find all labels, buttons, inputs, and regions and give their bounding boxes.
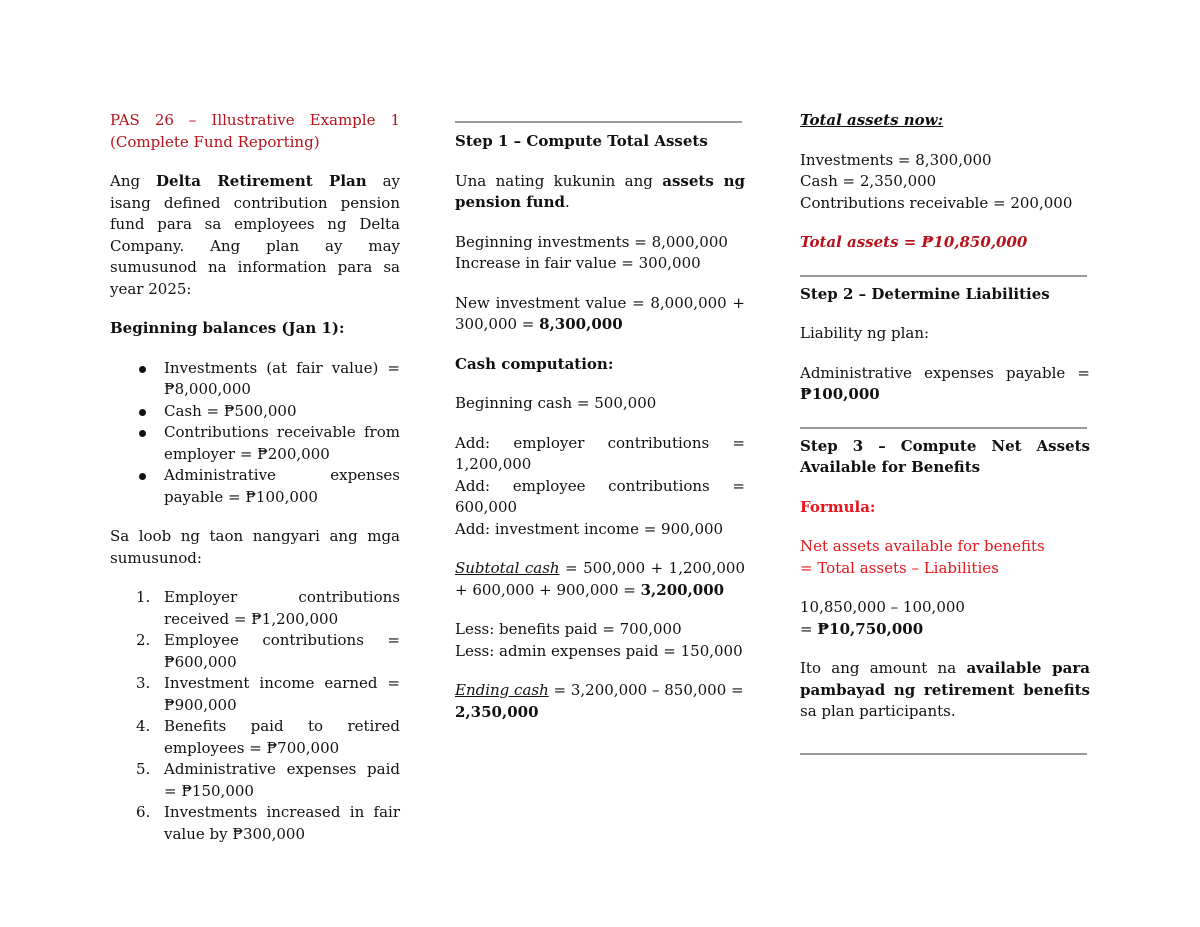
beginning-balances-heading: Beginning balances (Jan 1):	[110, 319, 345, 337]
admin-expenses-payable: Administrative expenses payable = ₱100,000	[800, 363, 1090, 403]
closing-paragraph: Ito ang amount na available para pambayad ng retirement benefits sa plan participants.	[800, 659, 1090, 720]
cash-line: Cash = 2,350,000	[800, 172, 937, 190]
divider	[800, 753, 1087, 755]
list-item: 2. Employee contributions = ₱600,000	[136, 631, 400, 671]
subtotal-cash: Subtotal cash = 500,000 + 1,200,000 + 600,000 + 900,000 = 3,200,000	[455, 559, 746, 599]
list-item: Contributions receivable from employer = ₱200,000	[110, 422, 400, 465]
calc-line2: = ₱10,750,000	[800, 619, 924, 638]
example-title-line2: (Complete Fund Reporting)	[110, 132, 320, 151]
bullet-icon	[139, 366, 146, 373]
bullet-icon	[139, 430, 146, 437]
list-item: Administrative expenses payable = ₱100,000	[110, 465, 400, 508]
investments-line: Investments = 8,300,000	[800, 150, 992, 169]
formula-label: Formula:	[800, 497, 876, 516]
example-title-line1: PAS 26 – Illustrative Example 1	[110, 111, 400, 129]
list-item: 1. Employer contributions received = ₱1,200,000	[136, 588, 400, 628]
ending-cash: Ending cash = 3,200,000 – 850,000 = 2,350,000	[455, 681, 744, 721]
intro-paragraph: Ang Delta Retirement Plan ay isang defined contribution pension fund para sa employees ng Delta Company. Ang plan ay may sumusunod na information para sa year 2025:	[110, 172, 400, 298]
beginning-investments: Beginning investments = 8,000,000	[455, 232, 728, 251]
new-investment-value: New investment value = 8,000,000 + 300,000 = 8,300,000	[455, 293, 745, 333]
bullet-icon	[139, 409, 146, 416]
list-item: 5. Administrative expenses paid = ₱150,000	[136, 760, 400, 800]
list-item: Cash = ₱500,000	[110, 401, 400, 423]
beginning-cash: Beginning cash = 500,000	[455, 394, 657, 412]
list-item: 3. Investment income earned = ₱900,000	[136, 674, 400, 714]
add-investment-income: Add: investment income = 900,000	[455, 519, 724, 538]
cash-computation-heading: Cash computation:	[455, 354, 614, 373]
calc-line1: 10,850,000 – 100,000	[800, 598, 965, 616]
step1-intro: Una nating kukunin ang assets ng pension fund.	[455, 171, 745, 211]
step2-heading: Step 2 – Determine Liabilities	[800, 284, 1050, 303]
events-list	[110, 587, 400, 845]
contributions-receivable-line: Contributions receivable = 200,000	[800, 193, 1073, 212]
column-1	[110, 110, 400, 845]
less-admin-expenses: Less: admin expenses paid = 150,000	[455, 641, 743, 660]
formula-line1: Net assets available for benefits	[800, 537, 1045, 555]
during-year-text: Sa loob ng taon nangyari ang mga sumusunod:	[110, 527, 400, 567]
add-employee-contributions: Add: employee contributions = 600,000	[455, 476, 745, 516]
increase-fair-value: Increase in fair value = 300,000	[455, 254, 701, 272]
less-benefits-paid: Less: benefits paid = 700,000	[455, 620, 682, 638]
column-3	[800, 110, 1090, 755]
list-item: 4. Benefits paid to retired employees = ₱700,000	[136, 717, 400, 757]
list-item: Investments (at fair value) = ₱8,000,000	[110, 358, 400, 401]
step3-heading: Step 3 – Compute Net Assets Available for Benefits	[800, 436, 1090, 476]
bullet-icon	[139, 473, 146, 480]
total-assets-now-heading: Total assets now:	[800, 111, 944, 129]
add-employer-contributions: Add: employer contributions = 1,200,000	[455, 433, 745, 473]
formula-line2: = Total assets – Liabilities	[800, 558, 999, 577]
beginning-balances-list	[110, 358, 400, 509]
step1-heading: Step 1 – Compute Total Assets	[455, 132, 708, 150]
liability-intro: Liability ng plan:	[800, 324, 930, 342]
column-2	[455, 121, 745, 723]
list-item: 6. Investments increased in fair value by ₱300,000	[136, 803, 400, 843]
total-assets-result: Total assets = ₱10,850,000	[800, 233, 1028, 251]
